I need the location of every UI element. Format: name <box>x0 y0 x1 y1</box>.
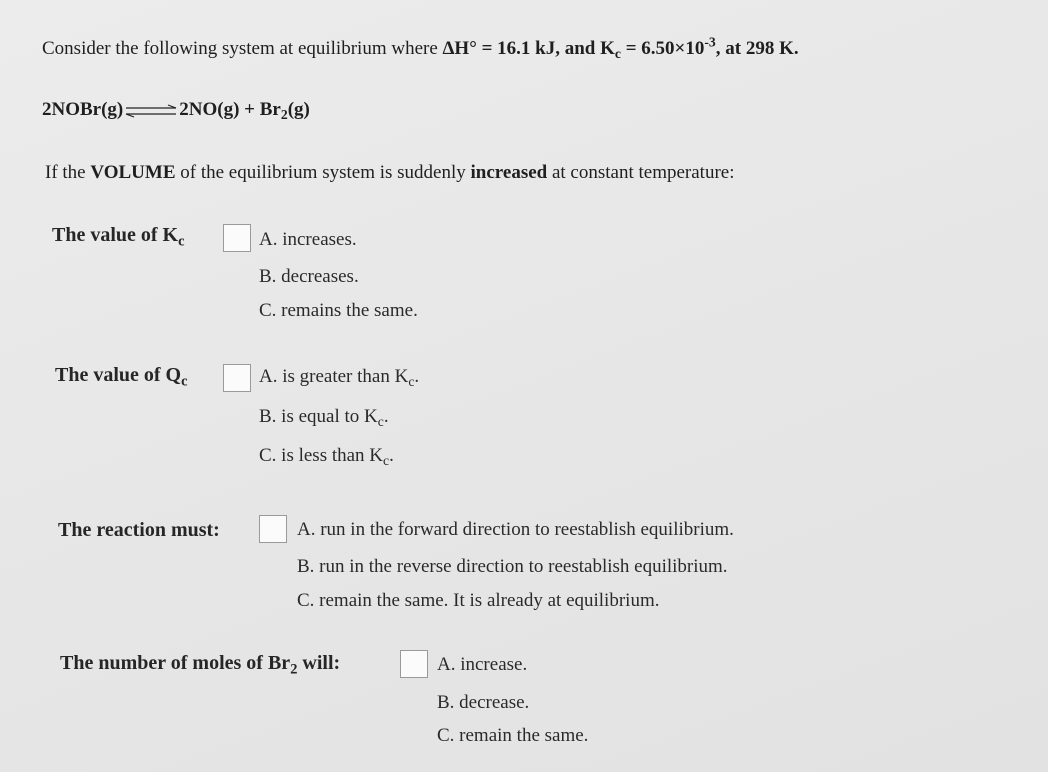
qc-option-c: C. is less than $K_c$. <box>259 445 394 469</box>
moles-option-b: B. decrease. <box>437 692 530 713</box>
temperature-text: , at 298 K. <box>715 38 799 59</box>
qc-option-b: B. is equal to $K_c$. <box>259 406 389 430</box>
equals-sign-2: = <box>620 38 642 59</box>
moles-option-c: C. remain the same. <box>437 725 589 746</box>
prompt-volume: VOLUME <box>90 162 176 183</box>
equals-sign: = <box>476 38 498 59</box>
moles-option-a: A. increase. <box>437 654 528 675</box>
reaction-equation <box>42 99 310 121</box>
reaction-option-a: A. run in the forward direction to reestablish equilibrium. <box>297 519 734 540</box>
prompt-increased: increased <box>470 162 548 183</box>
kc-subscript: c <box>614 46 621 62</box>
product-phase: (g) <box>287 99 310 120</box>
prompt-pre: If the <box>45 162 86 183</box>
kc-exponent: -3 <box>704 34 716 50</box>
delta-h-symbol: ΔH° <box>442 38 477 59</box>
reaction-answer-box[interactable] <box>259 515 287 543</box>
kc-option-a: A. increases. <box>259 229 357 250</box>
br-subscript: 2 <box>280 107 288 123</box>
kc-option-b: B. decreases. <box>259 266 359 287</box>
reactant: 2NOBr(g) <box>42 99 124 120</box>
problem-statement <box>42 34 799 62</box>
and-k-text: , and K <box>555 38 615 59</box>
kc-question-label: The value of $K_c$ <box>52 224 185 250</box>
kc-mantissa: 6.50×10 <box>641 38 705 59</box>
reaction-question-label: The reaction must: <box>58 519 220 541</box>
qc-option-a: A. is greater than $K_c$. <box>259 366 420 390</box>
kc-answer-box[interactable] <box>223 224 251 252</box>
intro-text: Consider the following system at equilibrium where <box>42 38 438 59</box>
product-main: 2NO(g) + Br <box>179 99 281 120</box>
kc-option-c: C. remains the same. <box>259 300 418 321</box>
reaction-option-b: B. run in the reverse direction to reestablish equilibrium. <box>297 556 728 577</box>
moles-answer-box[interactable] <box>400 650 428 678</box>
qc-answer-box[interactable] <box>223 364 251 392</box>
delta-h-value: 16.1 kJ <box>497 38 556 59</box>
prompt-mid: of the equilibrium system is suddenly <box>180 162 466 183</box>
equilibrium-arrow-icon <box>124 104 178 118</box>
moles-question-label: The number of moles of $Br_2$ will: <box>60 652 341 678</box>
qc-question-label: The value of $Q_c$ <box>55 364 188 390</box>
prompt-post: at constant temperature: <box>551 162 735 183</box>
question-prompt <box>45 162 735 184</box>
reaction-option-c: C. remain the same. It is already at equilibrium. <box>297 590 660 611</box>
